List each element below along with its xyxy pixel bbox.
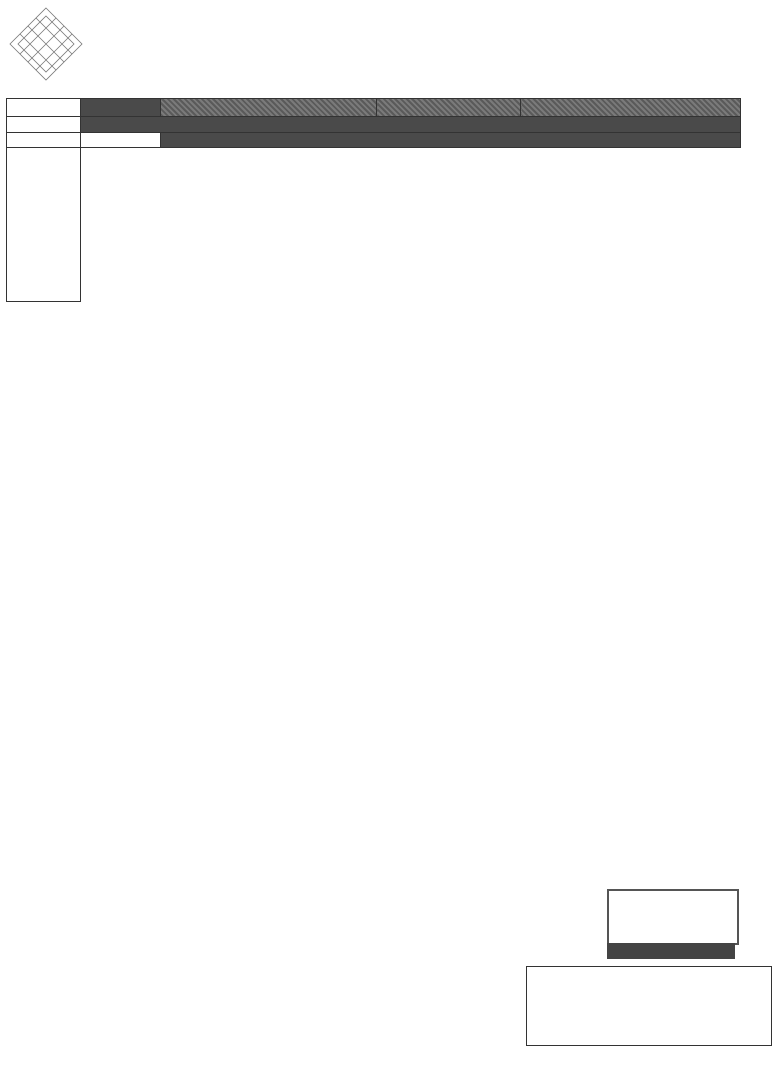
sunkai-logo: [607, 889, 738, 965]
sunvida-logo: [6, 4, 266, 84]
diamond-lattice-icon: [6, 4, 86, 84]
group-spotcash: [161, 99, 377, 117]
schemes-title: [7, 99, 81, 117]
blank-stamp-box: [526, 966, 772, 1046]
financing-table: [6, 98, 741, 302]
as-of-date: [7, 117, 81, 133]
group-spot-downpayments: [521, 99, 741, 117]
unit-count: [81, 133, 161, 148]
group-standard-lumpsum: [377, 99, 521, 117]
floor-label: [7, 148, 81, 302]
unit-type: [7, 133, 81, 148]
